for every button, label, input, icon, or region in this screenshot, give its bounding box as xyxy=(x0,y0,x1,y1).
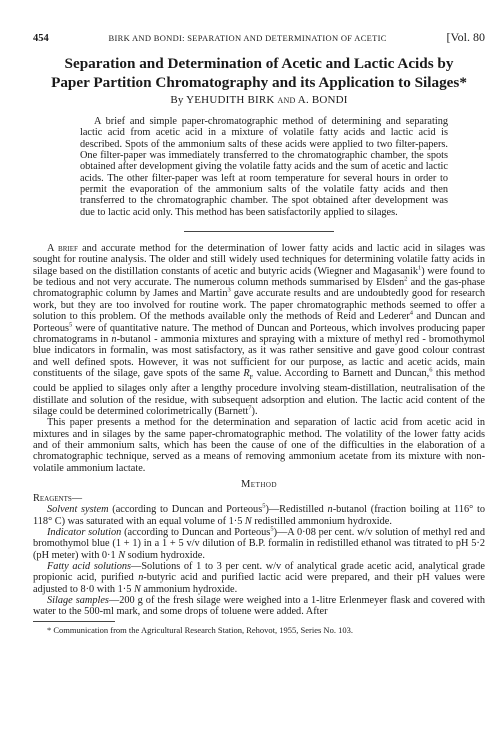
authors-and: AND xyxy=(277,96,296,105)
page-number: 454 xyxy=(33,33,49,44)
running-header xyxy=(33,30,485,44)
author-1: YEHUDITH BIRK xyxy=(186,94,275,106)
silage-paragraph: Silage samples—200 g of the fresh silage were weighed into a 1-litre Erlenmeyer flask and covered with water to the 500-ml mark, and some drops of toluene were added. After xyxy=(33,595,485,618)
reagents-heading: Reagents— xyxy=(33,493,83,505)
ref-7: 7 xyxy=(248,404,252,412)
authors-prefix: By xyxy=(170,94,184,106)
ref-2: 2 xyxy=(404,275,408,283)
footnote: * Communication from the Agricultural Research Station, Rehovot, 1955, Series No. 103. xyxy=(47,624,353,635)
author-line xyxy=(33,94,485,106)
running-title: BIRK AND BONDI: SEPARATION AND DETERMINATION OF ACETIC xyxy=(108,33,387,43)
lead-in: A brief xyxy=(47,243,78,255)
ref-1: 1 xyxy=(417,264,422,272)
ref-4: 4 xyxy=(409,309,414,317)
article-title: Separation and Determination of Acetic and Lactic Acids by Paper Partition Chromatography and its Application to Silages* xyxy=(51,55,467,91)
footnote-divider xyxy=(33,621,115,622)
ref-3: 3 xyxy=(227,287,231,295)
author-2: A. BONDI xyxy=(297,94,348,106)
intro-paragraph-1: A brief and accurate method for the determination of lower fatty acids and lactic acid in silages was sought for routine analysis. The older and still widely used techniques for determining volatile fatty acids in silage based on the distillation constants of acetic and butyric acids (Wiegner and Magasanik$^1$) were found to be tedious and not very accurate. The numerous column methods summarised by Elsden$^2$ and the gas-phase chromatographic column by James and Martin$^3$ gave accurate results and are undoubtedly good for research work, but they are too involved for routine work. The paper chromatographic methods seemed to offer a solution to this problem. Of the methods available only the methods of Reid and Lederer$^4$ and Duncan and Porteous$^5$ were of quantitative nature. The method of Duncan and Porteous, which involves producing paper chromatograms in n-butanol - ammonia mixtures and spraying with a mixture of methyl red - bromothymol blue indicators in formalin, was most satisfactory, as it was rather sensitive and gave good colour contrast and well defined spots. However, it was not sufficient for our purpose, as lactic and acetic acids, main constituents of the silage, gave spots of the same $R_F$ value. According to Barnett and Duncan,$^6$ this method could be applied to silages only after a lengthy procedure involving steam-distillation, neutralisation of the distillate and solution of the residue, with subsequent adsorption and elution. The lactic acid content of the silage could be determined colorimetrically (Barnett$^7$). xyxy=(33,243,486,417)
solvent-paragraph: Solvent system (according to Duncan and Porteous$^5$)—Redistilled n-butanol (fraction boiling at 116° to 118° C) was saturated with an equal volume of 1·5 N redistilled ammonium hydroxide. xyxy=(33,502,485,527)
ref-5: 5 xyxy=(69,321,73,329)
section-divider xyxy=(184,231,334,232)
journal-page xyxy=(33,30,485,635)
fatty-acid-paragraph: Fatty acid solutions—Solutions of 1 to 3 per cent. w/v of analytical grade acetic acid, analytical grade propionic acid, purified n-butyric acid and purified lactic acid were prepared, and their pH values were adjusted to 8·0 with 1·5 N ammonium hydroxide. xyxy=(33,561,485,595)
abstract: A brief and simple paper-chromatographic method of determining and separating lactic acid from acetic acid in a mixture of volatile fatty acids and lactic acid is described. Spots of the ammonium salts of these acids were applied to two filter-papers. One filter-paper was immediately transferred to the chromatographic chamber, the spots obtained after development giving the volatile fatty acids and the sum of acetic and lactic acids. The other filter-paper was left at room temperature for several hours in order to permit the evaporation of the ammonium salts of the volatile fatty acids and then transferred to the chromatographic chamber. The spot obtained after development was due to lactic acid only. This method has been satisfactorily applied to silages. xyxy=(80,116,448,218)
volume-label: [Vol. 80 xyxy=(446,30,485,44)
ref-6: 6 xyxy=(429,366,433,374)
indicator-paragraph: Indicator solution (according to Duncan and Porteous$^5$)—A 0·08 per cent. w/v solution of methyl red and bromothymol blue (1 + 1) in a 1 + 5 v/v dilution of B.P. formalin in redistilled ethanol was titrated to pH 5·2 (pH meter) with 0·1 N sodium hydroxide. xyxy=(33,525,485,561)
intro-paragraph-2: This paper presents a method for the determination and separation of lactic acid from acetic acid in mixtures and in silages by the same paper-chromatographic method. The volatility of the lower fatty acids and of their ammonium salts, which has been the cause of one of the difficulties in the elaboration of a chromatographic technique, served as a means of removing ammonium acetate from its mixture with non-volatile ammonium lactate. xyxy=(33,417,485,474)
method-heading: Method xyxy=(240,479,278,491)
